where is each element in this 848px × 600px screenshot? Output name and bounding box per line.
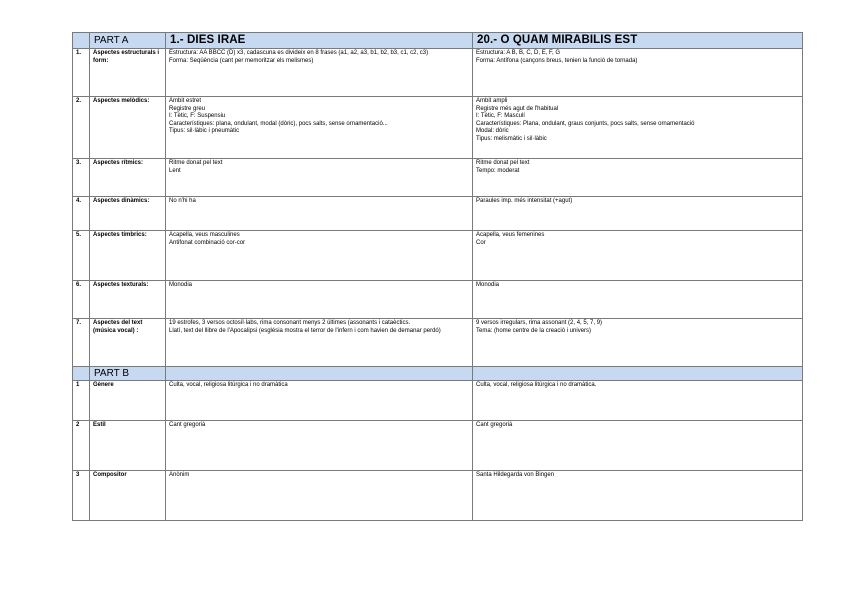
cell-line: Característiques: plana, ondulant, modal (dòric), pocs salts, sense ornamentació... [169, 120, 388, 127]
table-row [73, 281, 803, 319]
cell-line: Antifonat combinació cor-cor [169, 239, 246, 246]
row-number: 1 [73, 381, 90, 421]
cell-line: Ritme donat pel text [476, 160, 530, 166]
cell-line: Llatí, text del llibre de l'Apocalipsi (església mostra el terror de l'infern i com havien de demanar perdó) [169, 327, 441, 334]
col-b-cell [473, 197, 803, 231]
cell-line: No n'hi ha [169, 198, 196, 204]
cell-line: Monodia [476, 282, 500, 288]
col-a-cell [166, 97, 473, 159]
aspect-label: Estil [90, 421, 166, 471]
col-a-cell [166, 281, 473, 319]
table-row [73, 197, 803, 231]
row-number: 2 [73, 421, 90, 471]
aspect-label: Compositor [90, 471, 166, 521]
col-b-title: 20.- O QUAM MIRABILIS EST [473, 33, 803, 49]
table-row [73, 471, 803, 521]
cell-line: 19 estrofes, 3 versos octosíl·labs, rima consonant menys 2 últimes (assonants i cataèctics. [169, 320, 411, 326]
cell-line: Tempo: moderat [476, 167, 520, 174]
cell-line: Ritme donat pel text [169, 160, 223, 166]
cell-line: I: Tètic, F: Suspensiu [169, 113, 226, 119]
cell-line: Modal: dòric [476, 128, 509, 134]
col-a-cell [166, 159, 473, 197]
table-row [73, 231, 803, 281]
table-row [73, 159, 803, 197]
cell-line: Lent [169, 167, 181, 174]
col-b-cell [473, 319, 803, 367]
col-b-cell [473, 471, 803, 521]
cell-line: Estructura: A B, B, C, D, E, F, G [476, 50, 561, 56]
aspect-label: Aspectes melòdics: [90, 97, 166, 159]
aspect-label: Aspectes tímbrics: [90, 231, 166, 281]
header-empty-cell [166, 367, 473, 381]
cell-line: Estructura: AA BBCC (D) x3, cadascuna es divideix en 8 frases (a1, a2, a3, b1, b2, b3, c1, c2, c3) [169, 50, 429, 56]
col-b-cell [473, 421, 803, 471]
col-a-cell [166, 49, 473, 97]
cell-line: Culta, vocal, religiosa litúrgica i no dramàtica [169, 382, 288, 388]
col-a-cell [166, 381, 473, 421]
cell-line: Forma: Seqüència (cant per memoritzar els melismes) [169, 57, 314, 64]
row-number: 4. [73, 197, 90, 231]
cell-line: I: Tètic, F: Masculí [476, 113, 525, 119]
table-row [73, 381, 803, 421]
table-row [73, 49, 803, 97]
col-b-cell [473, 281, 803, 319]
aspect-label: Aspectes texturals: [90, 281, 166, 319]
table-row [73, 97, 803, 159]
col-a-cell [166, 471, 473, 521]
part-a-header-row [73, 33, 803, 49]
col-b-cell [473, 97, 803, 159]
col-a-cell [166, 319, 473, 367]
col-a-cell [166, 421, 473, 471]
cell-line: Cant gregorià [169, 422, 206, 428]
cell-line: Culta, vocal, religiosa litúrgica i no dramàtica. [476, 382, 597, 388]
cell-line: Característiques: Plana, ondulant, graus conjunts, pocs salts, sense ornamentació [476, 120, 695, 127]
cell-line: Acapella, veus masculines [169, 232, 240, 238]
cell-line: Àmbit estret [169, 98, 202, 104]
col-b-cell [473, 159, 803, 197]
row-number: 6. [73, 281, 90, 319]
analysis-table [72, 32, 803, 521]
aspect-label: Aspectes rítmics: [90, 159, 166, 197]
cell-line: Tipus: sil·làbic i pneumàtic [169, 128, 240, 134]
part-b-header-row [73, 367, 803, 381]
cell-line: Monodia [169, 282, 193, 288]
aspect-label: Aspectes del text (música vocal) : [90, 319, 166, 367]
aspect-label: Aspectes estructurals i form: [90, 49, 166, 97]
cell-line: Tipus: melismàtic i sil·làbic [476, 135, 547, 142]
row-number: 7. [73, 319, 90, 367]
aspect-label: Aspectes dinàmics: [90, 197, 166, 231]
cell-line: Àmbit ampli [476, 98, 508, 104]
cell-line: Acapella, veus femenines [476, 232, 545, 238]
cell-line: Paraules imp. més intensitat (+agut) [476, 198, 573, 204]
cell-line: Forma: Antífona (cançons breus, tenien la funció de tornada) [476, 57, 638, 64]
cell-line: Registre més agut de l'habitual [476, 105, 559, 112]
col-a-title: 1.- DIES IRAE [166, 33, 473, 49]
header-empty-cell [73, 367, 90, 381]
table-row [73, 421, 803, 471]
header-empty-cell [473, 367, 803, 381]
row-number: 1. [73, 49, 90, 97]
aspect-label: Gènere [90, 381, 166, 421]
col-b-cell [473, 49, 803, 97]
cell-line: Tema: (home centre de la creació i univers) [476, 327, 592, 334]
row-number: 3. [73, 159, 90, 197]
cell-line: Anònim [169, 472, 190, 478]
part-b-label: PART B [90, 367, 166, 381]
col-a-cell [166, 231, 473, 281]
cell-line: Cor [476, 239, 486, 246]
cell-line: Cant gregorià [476, 422, 513, 428]
col-b-cell [473, 381, 803, 421]
col-b-cell [473, 231, 803, 281]
cell-line: Registre greu [169, 105, 206, 112]
row-number: 2. [73, 97, 90, 159]
col-a-cell [166, 197, 473, 231]
cell-line: Santa Hildegarda von Bingen [476, 472, 555, 478]
cell-line: 9 versos irregulars, rima assonant (2, 4, 5, 7, 9) [476, 320, 603, 326]
row-number: 3 [73, 471, 90, 521]
row-number: 5. [73, 231, 90, 281]
table-row [73, 319, 803, 367]
part-a-label: PART A [90, 33, 166, 49]
header-empty-cell [73, 33, 90, 49]
